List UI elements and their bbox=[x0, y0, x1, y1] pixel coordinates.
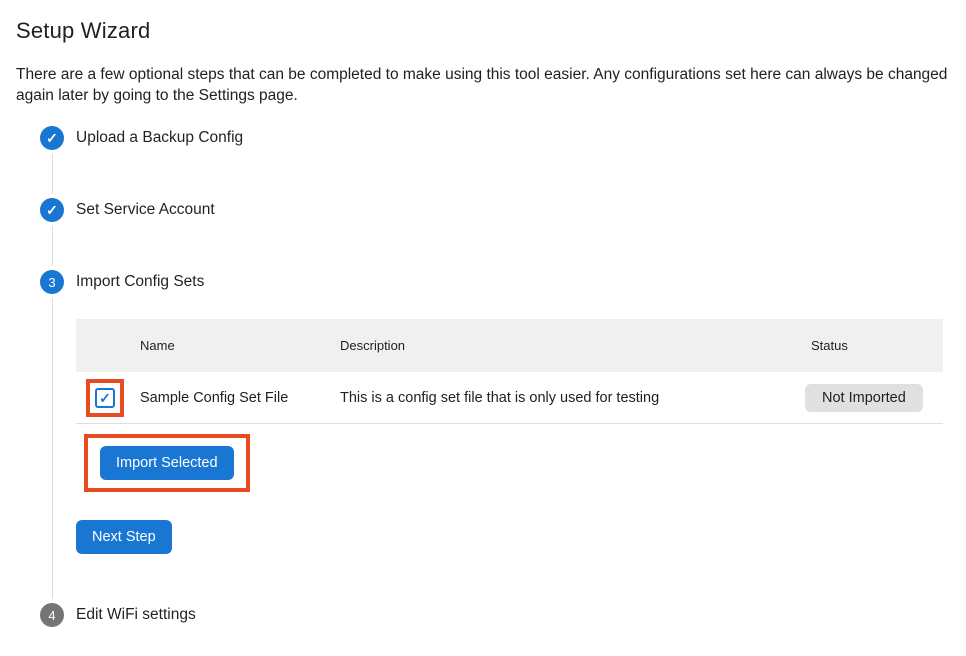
step-4-label: Edit WiFi settings bbox=[76, 606, 196, 623]
config-set-checkbox[interactable] bbox=[95, 388, 115, 408]
step-1-completed-circle bbox=[40, 126, 64, 150]
step-upload-backup-config[interactable] bbox=[40, 126, 950, 150]
page-title: Setup Wizard bbox=[16, 18, 151, 43]
row-checkbox-cell bbox=[76, 379, 140, 417]
check-icon: ✓ bbox=[46, 202, 58, 218]
table-header-name: Name bbox=[140, 338, 175, 353]
row-status-cell bbox=[805, 384, 943, 412]
step-3-number: 3 bbox=[48, 274, 56, 290]
step-connector bbox=[52, 154, 53, 194]
step-2-completed-circle bbox=[40, 198, 64, 222]
step-3-number-circle bbox=[40, 270, 64, 294]
step-4-number-circle bbox=[40, 603, 64, 627]
step-set-service-account[interactable] bbox=[40, 198, 950, 222]
step-2-label: Set Service Account bbox=[76, 201, 215, 218]
row-name-cell: Sample Config Set File bbox=[140, 389, 289, 406]
checkbox-check-icon: ✓ bbox=[99, 389, 111, 406]
row-description-cell: This is a config set file that is only used for testing bbox=[340, 389, 660, 406]
step-edit-wifi-settings[interactable] bbox=[40, 603, 950, 627]
table-header-status: Status bbox=[811, 338, 848, 353]
step-3-label: Import Config Sets bbox=[76, 273, 205, 290]
step-import-config-sets[interactable] bbox=[40, 270, 950, 294]
step-4-number: 4 bbox=[48, 607, 56, 623]
stepper bbox=[40, 126, 950, 627]
page-description: There are a few optional steps that can be completed to make using this tool easier. Any configurations set here can always be changed again later by going to the Settings page. bbox=[16, 66, 948, 104]
next-step-button[interactable]: Next Step bbox=[76, 520, 172, 554]
check-icon: ✓ bbox=[46, 130, 58, 146]
table-row bbox=[76, 372, 943, 424]
table-header-row bbox=[76, 319, 943, 372]
config-sets-table bbox=[76, 319, 943, 424]
status-badge: Not Imported bbox=[805, 384, 923, 412]
step-1-label: Upload a Backup Config bbox=[76, 129, 244, 146]
step-3-content bbox=[52, 298, 950, 599]
highlight-box-import-button bbox=[84, 434, 250, 492]
step-connector bbox=[52, 226, 53, 266]
highlight-box-checkbox bbox=[86, 379, 124, 417]
import-selected-button[interactable]: Import Selected bbox=[100, 446, 234, 480]
table-header-description: Description bbox=[340, 338, 406, 353]
